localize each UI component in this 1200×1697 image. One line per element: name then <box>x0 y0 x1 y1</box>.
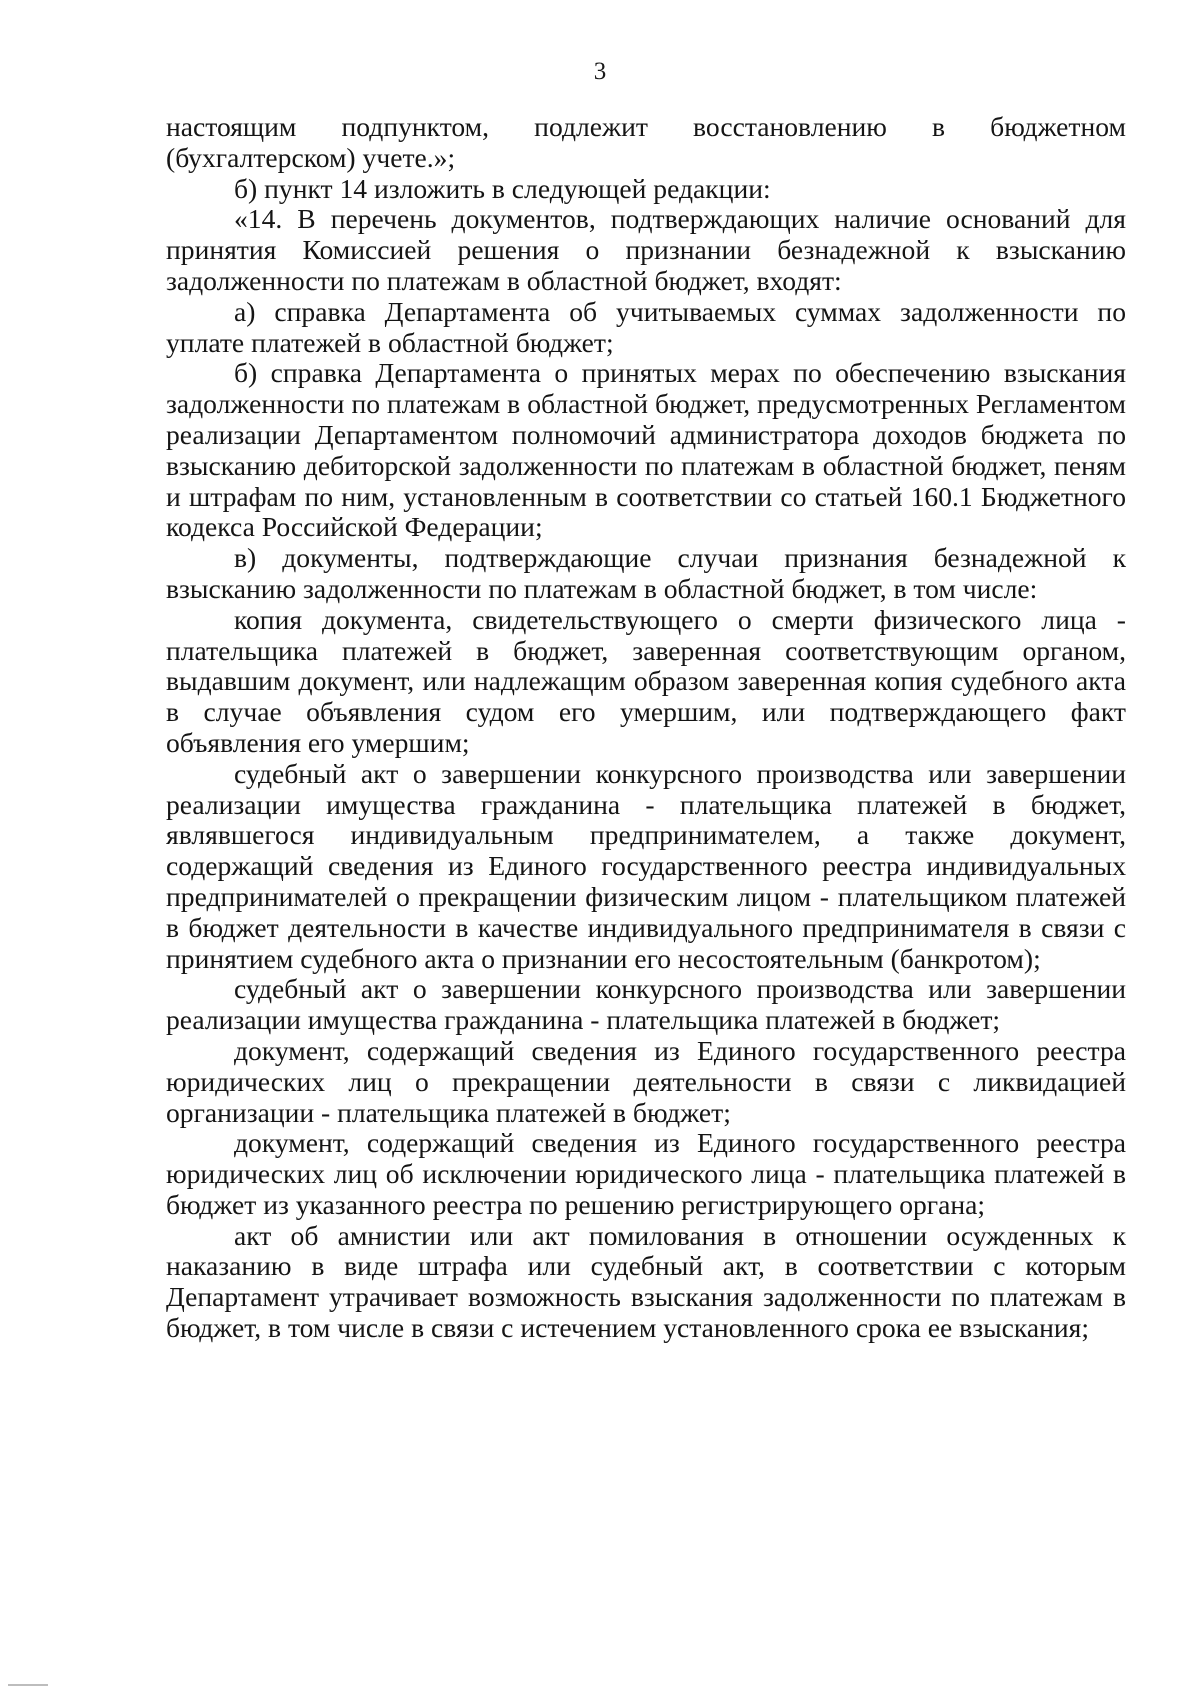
paragraph-1: настоящим подпунктом, подлежит восстановлению в бюджетном (бухгалтерском) учете.»; <box>166 111 1126 173</box>
paragraph-12: акт об амнистии или акт помилования в отношении осужденных к наказанию в виде штрафа или судебный акт, в соответствии с которым Департамент утрачивает возможность взыскания задолженности по платежам в бюджет, в том числе в связи с истечением установленного срока ее взыскания; <box>166 1219 1126 1344</box>
paragraph-7: копия документа, свидетельствующего о смерти физического лица - плательщика платежей в бюджет, заверенная соответствующим органом, выдавшим документ, или надлежащим образом заверенная копия судебного акта в случае объявления судом его умершим, или подтверждающего факт объявления его умершим; <box>166 603 1126 758</box>
paragraph-4: а) справка Департамента об учитываемых суммах задолженности по уплате платежей в областной бюджет; <box>166 295 1126 358</box>
paragraph-3: «14. В перечень документов, подтверждающих наличие оснований для принятия Комиссией решения о признании безнадежной к взысканию задолженности по платежам в областной бюджет, входят: <box>166 203 1126 296</box>
paragraph-2: б) пункт 14 изложить в следующей редакции: <box>234 172 771 204</box>
page-number: 3 <box>593 58 607 85</box>
scan-edge-mark <box>8 1684 48 1686</box>
paragraph-5: б) справка Департамента о принятых мерах по обеспечению взыскания задолженности по платежам в областной бюджет, предусмотренных Регламентом реализации Департаментом полномочий администратора доходов бюджета по взысканию дебиторской задолженности по платежам в областной бюджет, пеням и штрафам по ним, установленным в соответствии со статьей 160.1 Бюджетного кодекса Российской Федерации; <box>166 357 1126 543</box>
paragraph-9: судебный акт о завершении конкурсного производства или завершении реализации имущества гражданина - плательщика платежей в бюджет; <box>166 973 1126 1036</box>
paragraph-11: документ, содержащий сведения из Единого государственного реестра юридических лиц об исключении юридического лица - плательщика платежей в бюджет из указанного реестра по решению регистрирующего органа; <box>166 1127 1126 1220</box>
document-body <box>166 112 1126 1344</box>
paragraph-8: судебный акт о завершении конкурсного производства или завершении реализации имущества гражданина - плательщика платежей в бюджет, являвшегося индивидуальным предпринимателем, а также документ, содержащий сведения из Единого государственного реестра индивидуальных предпринимателей о прекращении физическим лицом - плательщиком платежей в бюджет деятельности в качестве индивидуального предпринимателя в связи с принятием судебного акта о признании его несостоятельным (банкротом); <box>166 757 1126 974</box>
paragraph-10: документ, содержащий сведения из Единого государственного реестра юридических лиц о прекращении деятельности в связи с ликвидацией организации - плательщика платежей в бюджет; <box>166 1034 1126 1128</box>
paragraph-6: в) документы, подтверждающие случаи признания безнадежной к взысканию задолженности по платежам в областной бюджет, в том числе: <box>166 542 1126 604</box>
